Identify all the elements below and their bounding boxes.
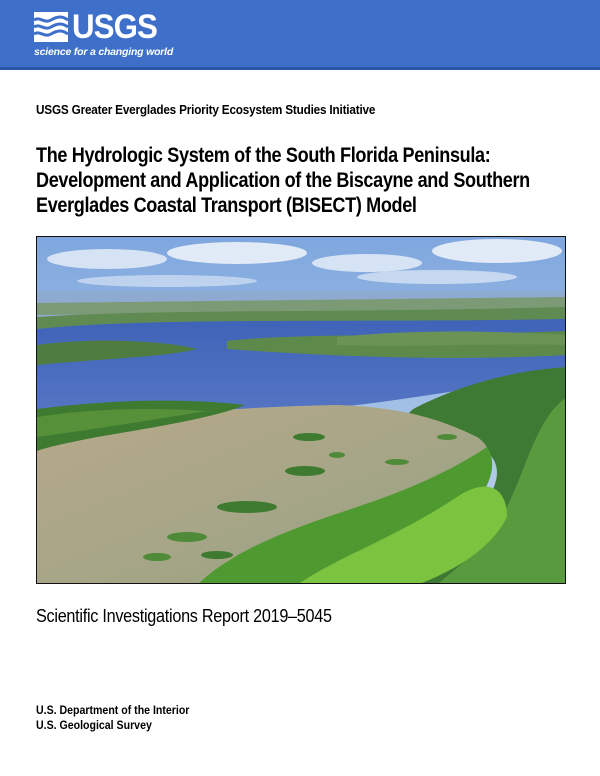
agency-block — [36, 704, 189, 734]
survey-line: U.S. Geological Survey — [36, 720, 152, 732]
usgs-logo[interactable] — [34, 10, 174, 62]
department-line: U.S. Department of the Interior — [36, 705, 190, 717]
title-line-1: The Hydrologic System of the South Florida Peninsula: — [36, 144, 491, 167]
title-line-2: Development and Application of the Biscayne and Southern — [36, 169, 530, 192]
usgs-banner — [0, 0, 600, 70]
aerial-coastal-wetlands-photo — [36, 236, 566, 584]
report-title — [36, 143, 530, 218]
initiative-line: USGS Greater Everglades Priority Ecosystem Studies Initiative — [36, 103, 376, 117]
logo-tagline: science for a changing world — [34, 46, 174, 58]
title-line-3: Everglades Coastal Transport (BISECT) Model — [36, 194, 417, 217]
logo-wordmark: USGS — [72, 8, 157, 46]
report-series-number: Scientific Investigations Report 2019–5045 — [36, 606, 332, 626]
usgs-wave-icon — [34, 12, 68, 42]
